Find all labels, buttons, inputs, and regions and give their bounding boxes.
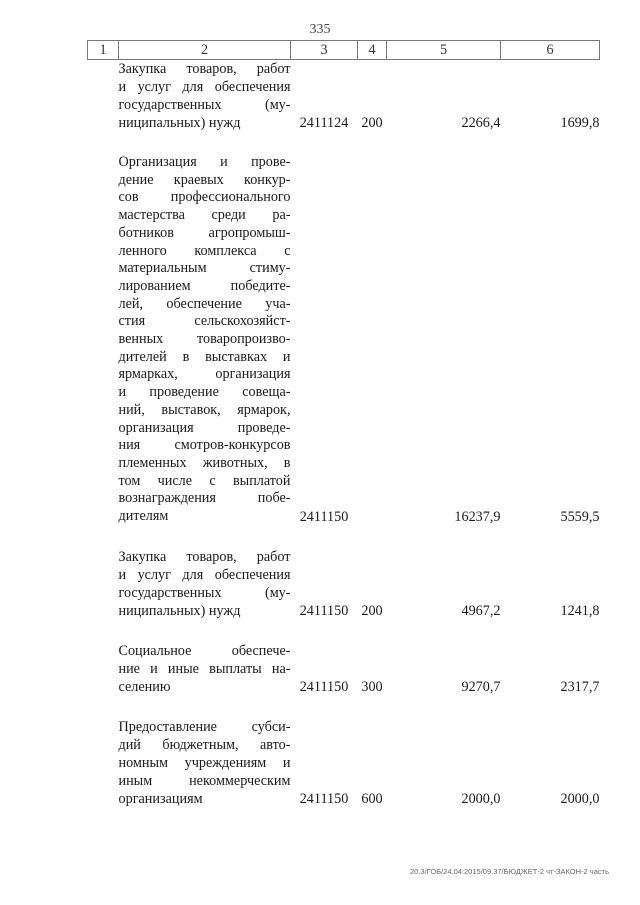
- description-line: Организация и прове-: [118, 154, 291, 170]
- column-header: 6: [501, 41, 600, 60]
- description-line: мастерства среди ра-: [118, 207, 291, 224]
- description-line: организациям: [118, 790, 203, 807]
- description-line: сов профессионального: [118, 189, 291, 206]
- target-article-code: 2411150: [299, 508, 349, 525]
- table-row: [88, 154, 600, 526]
- description-line: ярмарках, организация: [118, 366, 291, 383]
- header-row: [88, 41, 600, 60]
- description-line: и проведение совеща-: [118, 384, 291, 401]
- expense-type-code: 200: [361, 602, 383, 619]
- table-row: [88, 642, 600, 696]
- description-line: и услуг для обеспечения: [118, 79, 291, 95]
- table-row: [88, 60, 600, 133]
- row-description: [119, 60, 291, 133]
- amount-value: 2266,4: [461, 115, 501, 131]
- amount-value: 2000,0: [560, 790, 600, 807]
- amount-value: 4967,2: [461, 602, 501, 619]
- description-line: ния смотров-конкурсов: [118, 437, 291, 454]
- description-line: ботников агропромыш-: [118, 224, 291, 241]
- description-line: дителей в выставках и: [118, 348, 291, 365]
- column-header: 3: [291, 41, 358, 60]
- description-line: государственных (му-: [118, 584, 291, 601]
- column-header: 2: [119, 41, 291, 60]
- expense-type-code: 300: [361, 678, 383, 695]
- description-line: номным учреждениям и: [118, 754, 291, 771]
- description-line: Закупка товаров, работ: [118, 61, 291, 77]
- description-line: ние и иные выплаты на-: [118, 660, 291, 677]
- target-article-code: 2411150: [299, 678, 349, 695]
- document-footer: 20.3/ГОБ/24.04.2015/09.37/БЮДЖЕТ-2 чт-ЗАКОН-2 часть: [410, 867, 609, 876]
- target-article-code: 2411150: [299, 790, 349, 807]
- description-line: иным некоммерческим: [118, 772, 291, 789]
- amount-value: 1699,8: [560, 115, 600, 131]
- row-description: [119, 642, 291, 696]
- description-line: том числе с выплатой: [118, 472, 291, 489]
- row-description: [119, 548, 291, 620]
- column-header: 1: [88, 41, 119, 60]
- description-line: и услуг для обеспечения: [118, 566, 291, 583]
- description-line: вознаграждения побе-: [118, 490, 291, 507]
- expense-type-code: 200: [361, 115, 383, 131]
- description-line: селению: [118, 678, 171, 695]
- row-description: [119, 718, 291, 808]
- target-article-code: 2411150: [299, 602, 349, 619]
- description-line: ленного комплекса с: [118, 242, 291, 259]
- amount-value: 1241,8: [560, 602, 600, 619]
- description-line: ниципальных) нужд: [118, 602, 241, 619]
- description-line: ний, выставок, ярмарок,: [118, 401, 291, 418]
- expense-type-code: [358, 154, 387, 526]
- table-row: [88, 548, 600, 620]
- description-line: Закупка товаров, работ: [118, 548, 291, 565]
- column-header: 4: [358, 41, 387, 60]
- expense-type-code: 600: [361, 790, 383, 807]
- page-number: 335: [309, 22, 331, 37]
- description-line: дение краевых конкур-: [118, 171, 291, 188]
- description-line: Предоставление субси-: [118, 718, 291, 735]
- description-line: организация проведе-: [118, 419, 291, 436]
- description-line: ниципальных) нужд: [118, 115, 241, 131]
- description-line: государственных (му-: [118, 97, 291, 113]
- target-article-code: 2411124: [299, 115, 349, 131]
- amount-value: 16237,9: [454, 508, 501, 525]
- table-body: [88, 60, 600, 808]
- description-line: племенных животных, в: [118, 454, 291, 471]
- amount-value: 9270,7: [461, 678, 501, 695]
- description-line: материальным стиму-: [118, 260, 291, 277]
- row-description: [119, 154, 291, 526]
- description-line: лей, обеспечение уча-: [118, 295, 291, 312]
- table-row: [88, 718, 600, 808]
- amount-value: 5559,5: [560, 508, 600, 525]
- amount-value: 2000,0: [461, 790, 501, 807]
- budget-table: [87, 40, 600, 808]
- description-line: лированием победите-: [118, 277, 291, 294]
- description-line: дий бюджетным, авто-: [118, 736, 291, 753]
- description-line: Социальное обеспече-: [118, 642, 291, 659]
- amount-value: 2317,7: [560, 678, 600, 695]
- description-line: дителям: [118, 508, 169, 525]
- column-header: 5: [387, 41, 501, 60]
- description-line: венных товаропроизво-: [118, 331, 291, 348]
- description-line: стия сельскохозяйст-: [118, 313, 291, 330]
